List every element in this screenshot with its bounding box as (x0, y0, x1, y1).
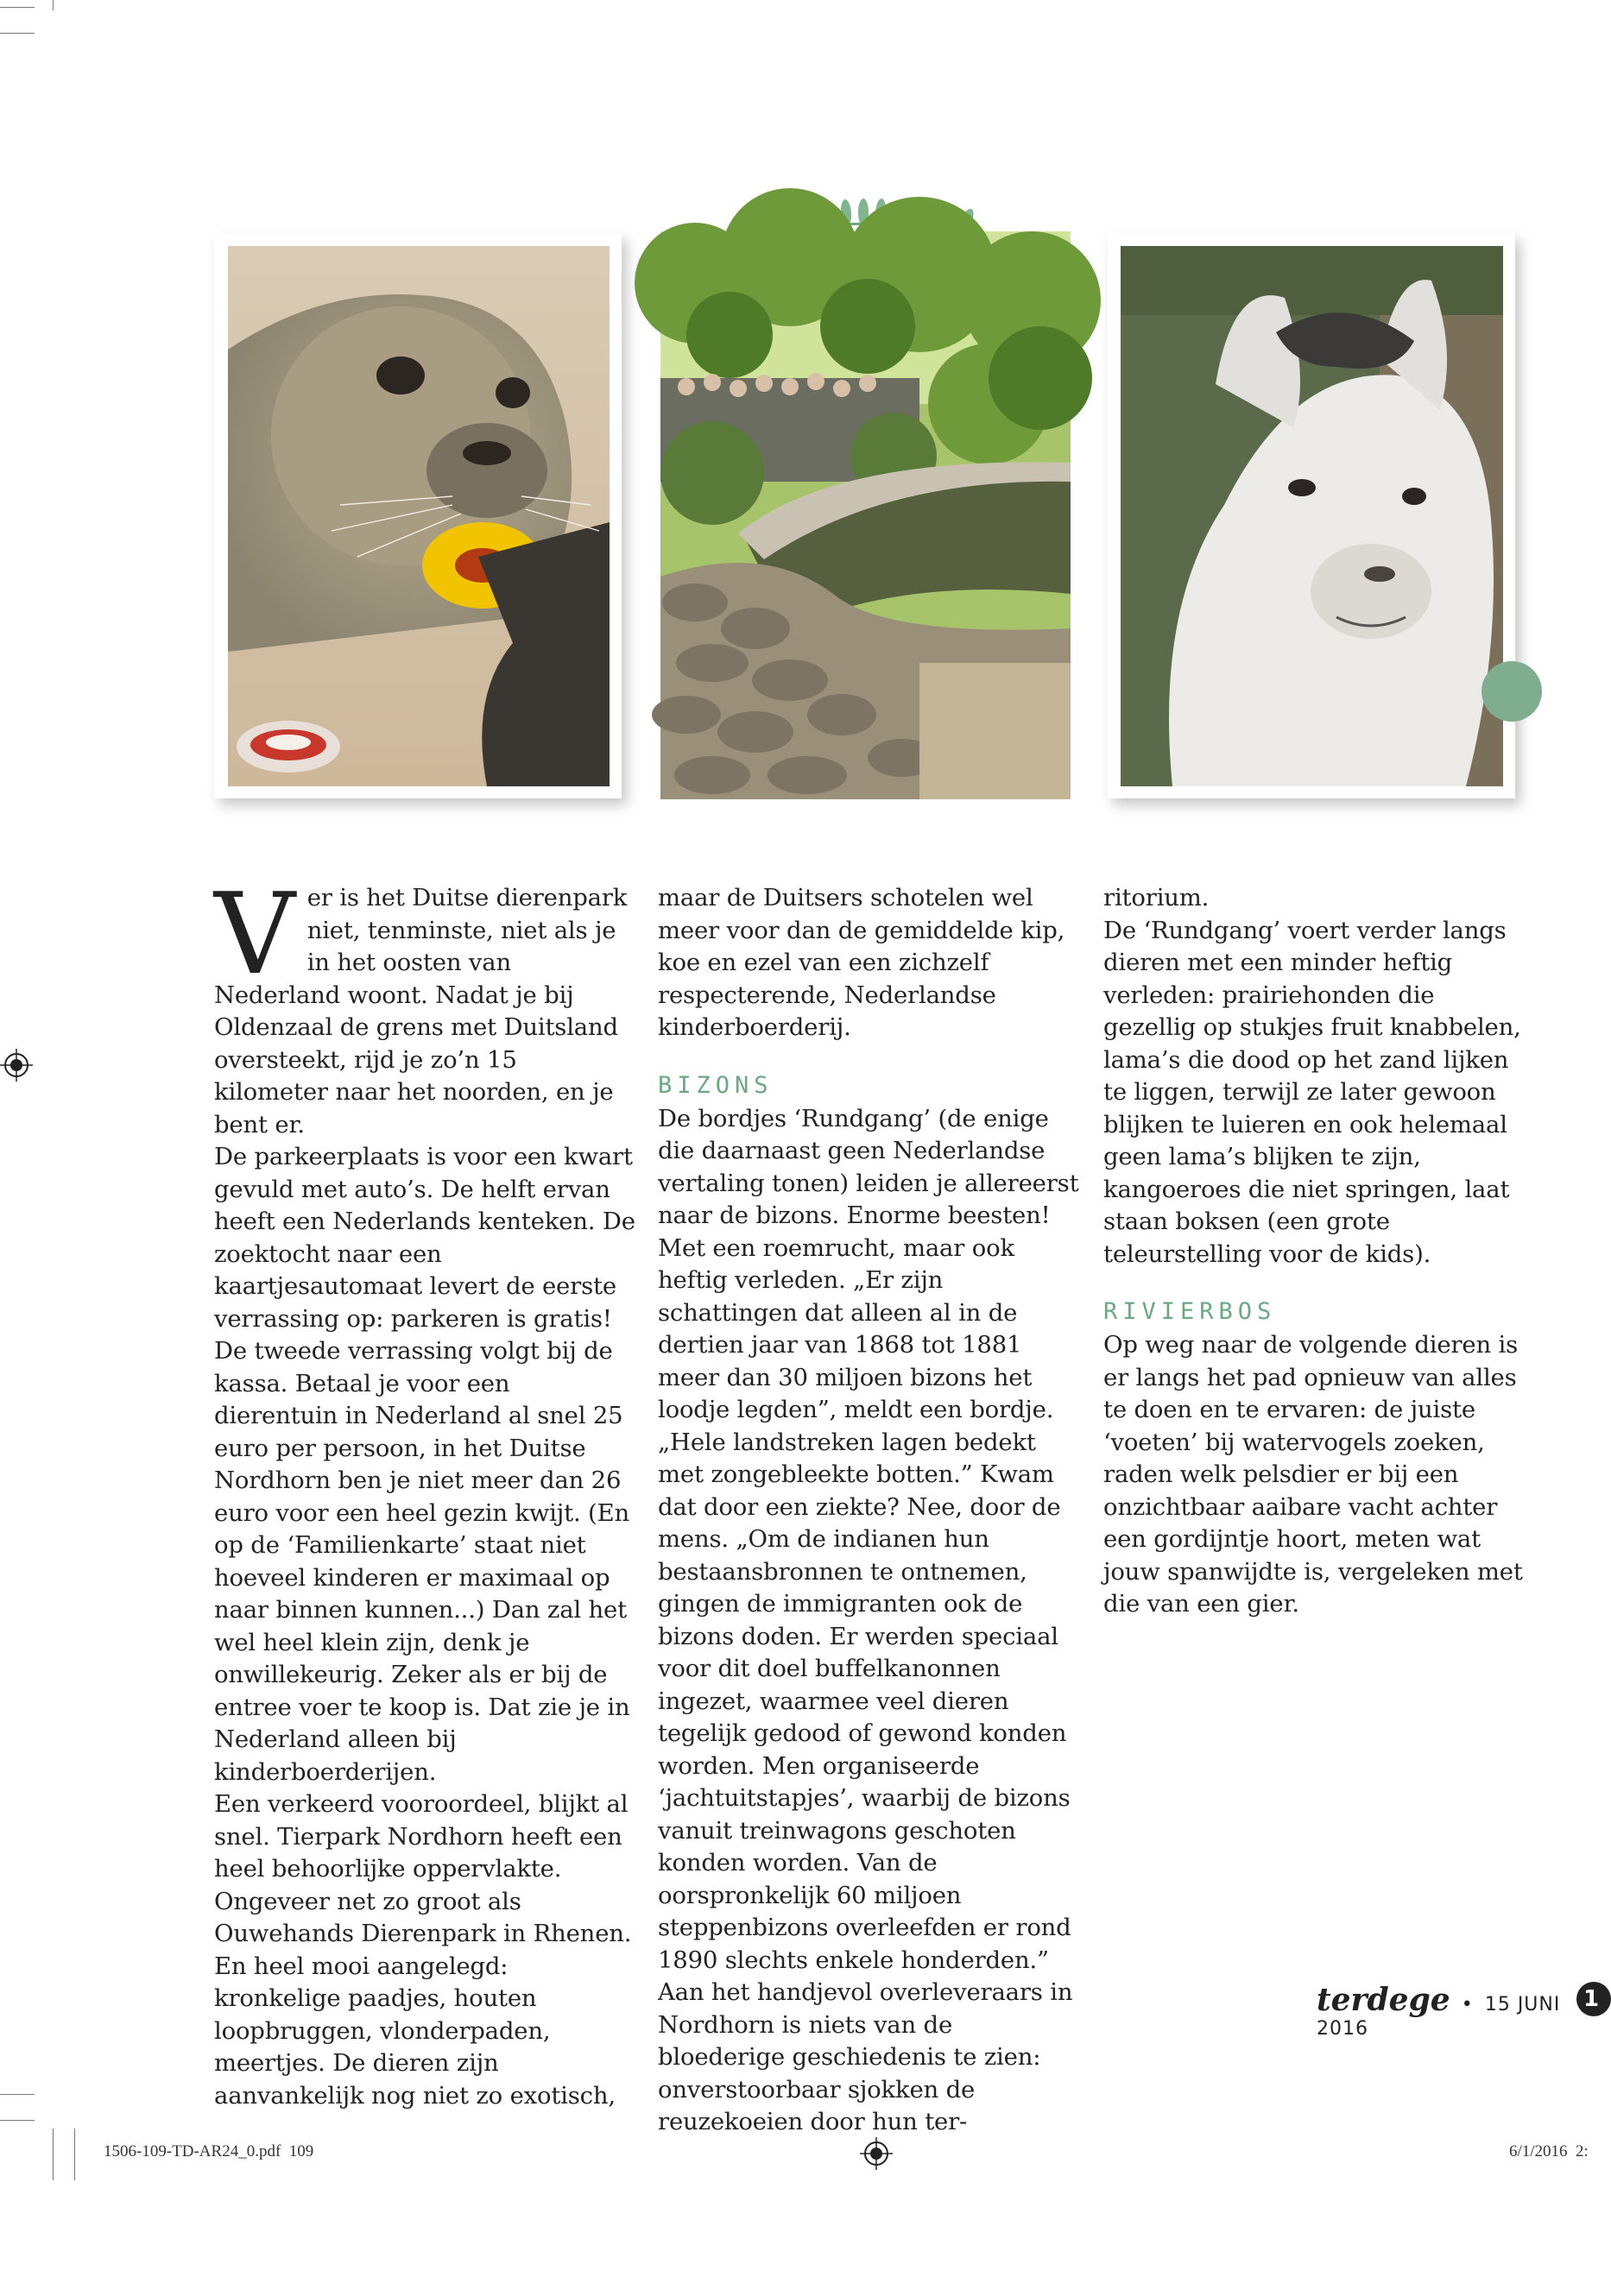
print-slug-file: 1506-109-TD-AR24_0.pdf 109 (104, 2142, 314, 2160)
section-heading-rivierbos: RIVIERBOS (1103, 1298, 1277, 1325)
crop-mark (0, 7, 35, 8)
decorative-circle (1481, 661, 1542, 722)
paragraph: De tweede verrassing volgt bij de kassa. Betaal je voor een dierentuin in Nederland al snel 25 euro per persoon, in het Duitse Nordhorn ben je niet meer dan 26 euro voor een heel gezin kwijt. (En op de ‘Familienkarte’ staat niet hoeveel kinderen er maximaal op naar binnen kunnen...) Dan zal het wel heel klein zijn, denk je onwillekeurig. Zeker als er bij de entree voer te koop is. Dat zie je in Nederland alleen bij kinderboerderijen. (214, 1337, 630, 1786)
registration-mark-icon (860, 2137, 893, 2170)
drop-cap: V (214, 868, 295, 1000)
page-number: 1 (1583, 1986, 1600, 2012)
text-column-1 (214, 868, 635, 2112)
crop-mark (53, 2129, 54, 2180)
alpaca-photo (1121, 246, 1503, 786)
magazine-brand: terdege (1317, 1982, 1450, 2018)
crop-mark (74, 2129, 75, 2180)
footer-separator: • (1461, 1994, 1474, 2015)
text-column-2 (658, 882, 1079, 2139)
crop-mark (0, 2120, 35, 2121)
issue-date: 15 JUNI 2016 (1317, 1994, 1561, 2040)
print-slug-datetime: 6/1/2016 2: (1509, 2142, 1589, 2160)
paragraph: Ver is het Duitse dierenpark niet, tenminste, niet als je in het oosten van Nederland woont. Nadat je bij Oldenzaal de grens met Duitsland oversteekt, rijd je zo’n 15 kilometer naar het noorden, en je bent er. (214, 868, 628, 1139)
section-heading-bizons: BIZONS (658, 1071, 774, 1099)
magazine-footer (1317, 1982, 1593, 2040)
paragraph: maar de Duitsers schotelen wel meer voor dan de gemiddelde kip, koe en ezel van een zichzelf respecterende, Nederlandse kinderboerderij. (658, 884, 1065, 1041)
page-number-badge (1576, 1982, 1611, 2016)
crop-mark (53, 0, 54, 10)
text-column-3 (1103, 882, 1525, 1621)
paragraph: De ‘Rundgang’ voert verder langs dieren met een minder heftig verleden: prairiehonden die gezellig op stukjes fruit knabbelen, lama’s die dood op het zand lijken te liggen, terwijl ze later gewoon blijken te luieren en ook helemaal geen lama’s blijken te zijn, kangoeroes die niet springen, laat staan boksen (een grote teleurstelling voor de kids). (1103, 916, 1521, 1268)
paragraph: De bordjes ‘Rundgang’ (de enige die daarnaast geen Nederlandse vertaling tonen) leiden je allereerst naar de bizons. Enorme beesten! Met een roemrucht, maar ook heftig verleden. „Er zijn schattingen dat alleen al in de dertien jaar van 1868 tot 1881 meer dan 30 miljoen bizons het loodje legden”, meldt een bordje. „Hele landstreken lagen bedekt met zongebleekte botten.” Kwam dat door een ziekte? Nee, door de mens. „Om de indianen hun bestaansbronnen te ontnemen, gingen de immigranten ook de bizons doden. Er werden speciaal voor dit doel buffelkanonnen ingezet, waarmee veel dieren tegelijk gedood of gewond konden worden. Men organiseerde ‘jachtuitstapjes’, waarbij de bizons vanuit treinwagons geschoten konden worden. Van de oorspronkelijk 60 miljoen steppenbizons overleefden er rond 1890 slechts enkele honderden.” Aan het handjevol overleveraars in Nordhorn is niets van de bloederige geschiedenis te zien: onverstoorbaar sjokken de reuzekoeien door hun ter- (658, 1104, 1079, 2135)
seal-photo (228, 246, 610, 786)
paragraph: Een verkeerd vooroordeel, blijkt al snel. Tierpark Nordhorn heeft een heel behoorlijke oppervlakte. Ongeveer net zo groot als Ouwehands Dierenpark in Rhenen. En heel mooi aangelegd: kronkelige paadjes, houten loopbruggen, vlonderpaden, meertjes. De dieren zijn aanvankelijk nog niet zo exotisch, (214, 1790, 632, 2110)
registration-mark-icon (0, 1049, 33, 1082)
crop-mark (0, 33, 35, 34)
crop-mark (0, 2094, 35, 2095)
paragraph: ritorium. (1103, 884, 1210, 911)
pond-visitors-photo (660, 231, 1071, 799)
paragraph: Op weg naar de volgende dieren is er langs het pad opnieuw van alles te doen en te ervaren: de juiste ‘voeten’ bij watervogels zoeken, raden welk pelsdier er bij een onzichtbaar aaibare vacht achter een gordijntje hoort, meten wat jouw spanwijdte is, vergeleken met die van een gier. (1103, 1331, 1523, 1618)
paragraph: De parkeerplaats is voor een kwart gevuld met auto’s. De helft ervan heeft een Nederlands kenteken. De zoektocht naar een kaartjesautomaat levert de eerste verrassing op: parkeren is gratis! (214, 1143, 635, 1333)
